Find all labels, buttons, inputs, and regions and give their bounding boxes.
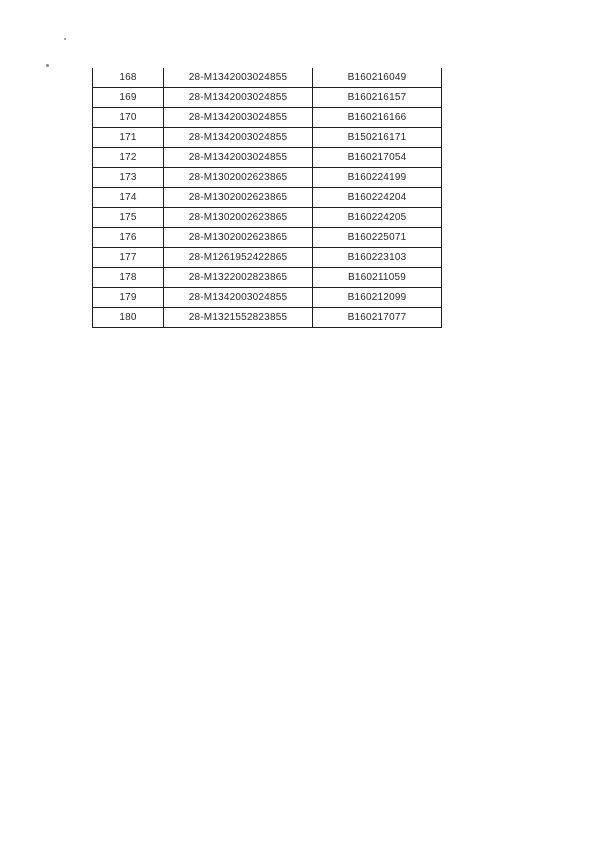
model-id-cell: 28-M1342003024855 bbox=[164, 88, 313, 108]
model-id-cell: 28-M1342003024855 bbox=[164, 148, 313, 168]
batch-code-cell: B160217054 bbox=[313, 148, 442, 168]
model-id-cell: 28-M1322002823865 bbox=[164, 268, 313, 288]
table-row bbox=[93, 68, 442, 88]
model-id-cell: 28-M1261952422865 bbox=[164, 248, 313, 268]
model-id-cell: 28-M1342003024855 bbox=[164, 68, 313, 88]
model-id-cell: 28-M1342003024855 bbox=[164, 288, 313, 308]
batch-code-cell: B160212099 bbox=[313, 288, 442, 308]
row-number-cell: 169 bbox=[93, 88, 164, 108]
scan-speck bbox=[46, 64, 49, 67]
model-id-cell: 28-M1302002623865 bbox=[164, 228, 313, 248]
row-number-cell: 175 bbox=[93, 208, 164, 228]
table-row bbox=[93, 308, 442, 328]
row-number-cell: 178 bbox=[93, 268, 164, 288]
table-row bbox=[93, 168, 442, 188]
table-row bbox=[93, 268, 442, 288]
row-number-cell: 170 bbox=[93, 108, 164, 128]
batch-code-cell: B160224205 bbox=[313, 208, 442, 228]
table-row bbox=[93, 248, 442, 268]
table-row bbox=[93, 228, 442, 248]
row-number-cell: 168 bbox=[93, 68, 164, 88]
model-id-cell: 28-M1342003024855 bbox=[164, 128, 313, 148]
model-id-cell: 28-M1321552823855 bbox=[164, 308, 313, 328]
batch-code-cell: B160211059 bbox=[313, 268, 442, 288]
model-id-cell: 28-M1302002623865 bbox=[164, 188, 313, 208]
table-row bbox=[93, 148, 442, 168]
batch-code-cell: B160216166 bbox=[313, 108, 442, 128]
row-number-cell: 180 bbox=[93, 308, 164, 328]
batch-code-cell: B150216171 bbox=[313, 128, 442, 148]
table-row bbox=[93, 108, 442, 128]
row-number-cell: 177 bbox=[93, 248, 164, 268]
row-number-cell: 174 bbox=[93, 188, 164, 208]
model-id-cell: 28-M1302002623865 bbox=[164, 168, 313, 188]
table-row bbox=[93, 88, 442, 108]
row-number-cell: 172 bbox=[93, 148, 164, 168]
table-row bbox=[93, 188, 442, 208]
records-table bbox=[92, 68, 442, 328]
table-row bbox=[93, 208, 442, 228]
batch-code-cell: B160216157 bbox=[313, 88, 442, 108]
row-number-cell: 176 bbox=[93, 228, 164, 248]
row-number-cell: 171 bbox=[93, 128, 164, 148]
row-number-cell: 179 bbox=[93, 288, 164, 308]
row-number-cell: 173 bbox=[93, 168, 164, 188]
batch-code-cell: B160216049 bbox=[313, 68, 442, 88]
batch-code-cell: B160224199 bbox=[313, 168, 442, 188]
table-row bbox=[93, 288, 442, 308]
model-id-cell: 28-M1342003024855 bbox=[164, 108, 313, 128]
batch-code-cell: B160217077 bbox=[313, 308, 442, 328]
batch-code-cell: B160225071 bbox=[313, 228, 442, 248]
batch-code-cell: B160224204 bbox=[313, 188, 442, 208]
model-id-cell: 28-M1302002623865 bbox=[164, 208, 313, 228]
scan-speck bbox=[64, 38, 66, 40]
table-row bbox=[93, 128, 442, 148]
batch-code-cell: B160223103 bbox=[313, 248, 442, 268]
